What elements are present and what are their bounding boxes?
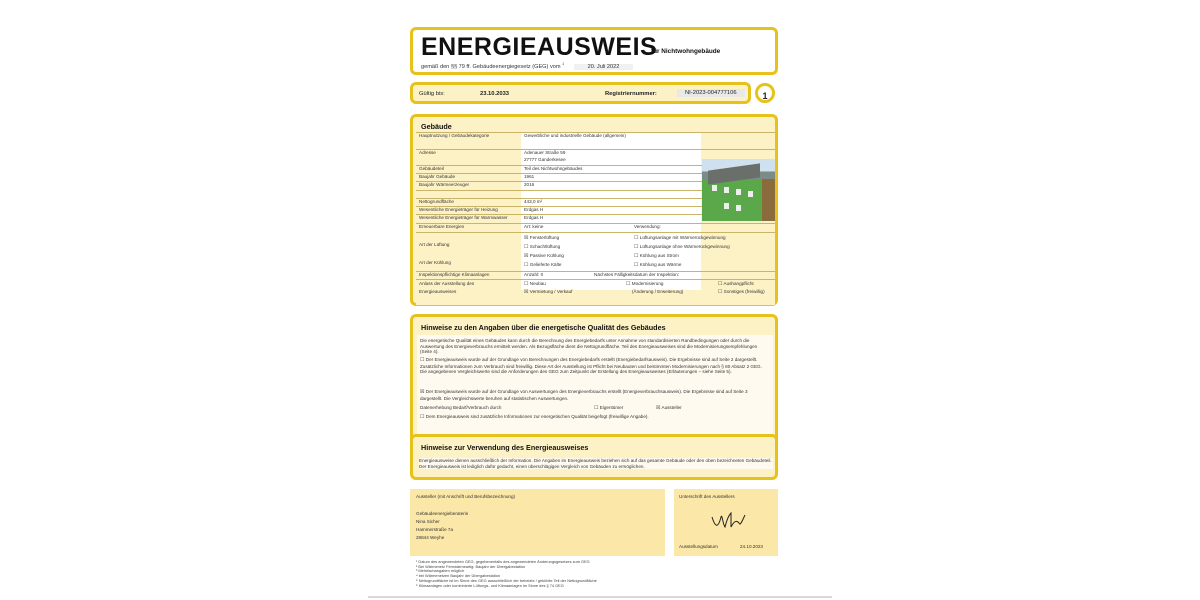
footnote: ³ Mehrfachangaben möglich	[416, 568, 465, 574]
row-value: 2016	[524, 182, 535, 187]
row-label: Inspektionspflichtige Klimaanlagen	[419, 272, 490, 277]
footnote: ² Bei Wärmenetz Fernwärmeartig: Baujahr der Übergabestation	[416, 563, 526, 569]
usage-heading: Hinweise zur Verwendung des Energieausweises	[421, 443, 589, 452]
law-date: 20. Juli 2022	[574, 64, 634, 70]
issuer-label: Aussteller (mit Anschrift und Berufsbezeichnung)	[416, 494, 516, 499]
signature-label: Unterschrift des Ausstellers	[679, 494, 735, 499]
footnote-text: Nettogrundfläche ist im Sinne des GEG ausschließlich der beheizte / gekühlte Teil der Nettogrundfläche	[418, 577, 597, 583]
row-value: Anzahl: 0	[524, 272, 544, 277]
issuer-line: Hammerstraße 7a	[416, 527, 454, 532]
handwritten-signature	[709, 509, 749, 531]
row-label: Energieausweises	[419, 289, 457, 294]
registration-number: NI-2023-004777106	[677, 89, 745, 97]
footnote: ⁴ bei Wärmenetzen Baujahr der Übergabestation	[416, 573, 501, 579]
option-text: Eigentümer	[599, 405, 624, 410]
building-heading: Gebäude	[421, 122, 452, 131]
validity-bar	[410, 82, 751, 104]
validity-date: 23.10.2033	[480, 91, 510, 97]
notes-paragraph-4-text: Dem Energieausweis sind zusätzliche Informationen zur energetischen Qualität beigefügt (freiwillige Angabe).	[425, 414, 649, 419]
row-value: ☒ Passive Kühlung	[524, 253, 564, 259]
occasion-option: ☐ Modernisierung	[626, 281, 664, 287]
law-line	[421, 62, 633, 70]
issue-date-label: Ausstellungsdatum	[679, 544, 718, 549]
notes-paragraph-3-text: Der Energieausweis wurde auf der Grundlage von Auswertungen des Energieverbrauchs erstellt (Energieverbrauchsausweis). Die Ergebnisse sind auf Seite 3 dargestellt. Die Vergleichswerte beruhen auf statistischen Auswertungen.	[420, 389, 748, 401]
row-label: Art der Kühlung	[419, 260, 451, 265]
row-value: Gewerbliche und industrielle Gebäude (allgemein)	[524, 133, 626, 138]
footnote: ⁶ Klimaanlagen oder kombinierte Lüftungs- und Klimaanlagen im Sinne des § 74 GEG	[416, 582, 564, 588]
issuer-box	[410, 489, 665, 556]
occasion-option: ☐ Aushangpflicht	[718, 281, 754, 287]
row-value: Art: keine	[524, 224, 544, 229]
notes-paragraph-2-text: Der Energieausweis wurde auf der Grundlage von Berechnungen des Energiebedarfs erstellt (Energiebedarfsausweis). Die Ergebnisse sind auf Seite 2 dargestellt. Zusätzliche Informationen zum Verbrauch sind freiwillig. Diese Art der Ausstellung ist Pflicht bei Neubauten und bestimmten Modernisierungen nach § 80 Absatz 2 GEG. Die angegebenen Vergleichswerte sind die Anforderungen des GEG zum Zeitpunkt der Erstellung des Energieausweises (Erläuterungen – siehe Seite 5).	[420, 357, 762, 375]
footnote-text: bei Wärmenetzen Baujahr der Übergabestation	[418, 573, 501, 579]
row-label: Hauptnutzung / Gebäudekategorie	[419, 133, 490, 138]
notes-paragraph-2: ☐ Der Energieausweis wurde auf der Grundlage von Berechnungen des Energiebedarfs erstellt (Energiebedarfsausweis). Die Ergebnisse sind auf Seite 2 dargestellt. Zusätzliche Informationen zum Verbrauch sind freiwillig. Diese Art der Ausstellung ist Pflicht bei Neubauten und bestimmten Modernisierungen nach § 80 Absatz 2 GEG. Die angegebenen Vergleichswerte sind die Anforderungen des GEG zum Zeitpunkt der Erstellung des Energieausweises (Erläuterungen – siehe Seite 5).	[420, 357, 762, 375]
col3-option: ☐ Lüftungsanlage mit Wärmerückgewinnung	[634, 235, 726, 241]
usage-text: Energieausweise dienen ausschließlich der Information. Die Angaben im Energieausweis beziehen sich auf das gesamte Gebäude oder den oben bezeichneten Gebäudeteil. Der Energieausweis ist lediglich dafür gedacht, einen überschlägigen Vergleich von Gebäuden zu ermöglichen.	[419, 458, 772, 469]
row-value: 1961	[524, 174, 535, 179]
building-section	[410, 114, 778, 306]
option-text: Schachtlüftung	[529, 244, 561, 249]
row-value: ☐ Schachtlüftung	[524, 244, 561, 250]
row-value: ☒ Vermietung / Verkauf	[524, 289, 573, 295]
option-text: Sonstiges (freiwillig)	[723, 289, 765, 294]
next-inspection-label: Nächstes Fälligkeitsdatum der Inspektion:	[594, 272, 680, 277]
document-title: ENERGIEAUSWEIS	[421, 33, 658, 61]
option-text: Gelieferte Kälte	[529, 262, 562, 267]
footnote-text: Mehrfachangaben möglich	[418, 568, 465, 574]
issuer-line: 28844 Weyhe	[416, 535, 445, 540]
footnotes	[416, 560, 776, 588]
page-number-badge	[755, 83, 775, 103]
row-label: Anlass der Ausstellung des	[419, 281, 475, 286]
notes-paragraph-4: ☐ Dem Energieausweis sind zusätzliche Informationen zur energetischen Qualität beigefügt (freiwillige Angabe).	[420, 414, 649, 420]
notes-heading: Hinweise zu den Angaben über die energetische Qualität des Gebäudes	[421, 323, 666, 332]
law-text: gemäß den §§ 79 ff. Gebäudeenergiegesetz (GEG) vom	[421, 63, 561, 70]
owner-option: ☐ Eigentümer	[594, 405, 624, 411]
option-text: Kühlung aus Strom	[639, 253, 679, 258]
row-value: ☐ Gelieferte Kälte	[524, 262, 562, 268]
issuer-option: ☒ Aussteller	[656, 405, 682, 411]
row-value: ☒ Fensterlüftung	[524, 235, 560, 241]
issuer-line: Gebäudeenergieberaterin	[416, 511, 469, 516]
option-text: Neubau	[529, 281, 546, 286]
col3-option: ☐ Lüftungsanlage ohne Wärmerückgewinnung	[634, 244, 730, 250]
footnote-text: Datum des angewendeten GEG, gegebenenfalls des angewendeten Änderungsgesetzes zum GEG	[418, 559, 590, 564]
law-footnote: 1	[562, 62, 565, 66]
row-label: Nettogrundfläche	[419, 199, 454, 204]
option-text: Aushangpflicht	[723, 281, 754, 286]
building-photo	[702, 159, 775, 221]
row-label: Gebäudeteil	[419, 166, 444, 171]
use-label: Verwendung:	[634, 224, 661, 229]
page-bottom-rule	[368, 596, 832, 598]
issue-date: 24.10.2023	[740, 544, 763, 549]
notes-paragraph-3: ☒ Der Energieausweis wurde auf der Grundlage von Auswertungen des Energieverbrauchs erstellt (Energieverbrauchsausweis). Die Ergebnisse sind auf Seite 3 dargestellt. Die Vergleichswerte beruhen auf statistischen Auswertungen.	[420, 389, 748, 401]
row-label: Wesentliche Energieträger für Heizung	[419, 207, 498, 212]
option-text: Passive Kühlung	[529, 253, 564, 258]
page-number: 1	[762, 91, 768, 101]
option-text: Fensterlüftung	[529, 235, 560, 240]
notes-paragraph-1: Die energetische Qualität eines Gebäudes kann durch die Berechnung des Energiebedarfs unter Annahme von standardisierten Randbedingungen oder durch die Auswertung des Energieverbrauchs ermittelt werden. Als Bezugsfläche dient die Nettogrundfläche. Teil des Energieausweises sind die Modernisierungsempfehlungen (Seite 4).	[420, 338, 758, 355]
option-text: Vermietung / Verkauf	[529, 289, 573, 294]
usage-section	[410, 434, 778, 480]
occasion-option-sub: (Änderung / Erweiterung)	[632, 289, 684, 294]
option-text: Kühlung aus Wärme	[639, 262, 682, 267]
footnote: ⁵ Nettogrundfläche ist im Sinne des GEG ausschließlich der beheizte / gekühlte Teil der Nettogrundfläche	[416, 577, 597, 583]
document-subtitle: für Nichtwohngebäude	[651, 48, 721, 55]
row-label: Baujahr Gebäude	[419, 174, 456, 179]
signature-box	[674, 489, 778, 556]
building-table	[416, 132, 775, 305]
data-collection-row	[420, 405, 770, 411]
row-label: Adresse	[419, 150, 436, 155]
row-value: Adenauer Straße 59	[524, 150, 566, 155]
row-value: 443,0 m²	[524, 199, 543, 204]
row-label: Wesentliche Energieträger für Warmwasser	[419, 215, 508, 220]
col3-option: ☐ Kühlung aus Strom	[634, 253, 679, 259]
certificate-page	[398, 22, 790, 596]
data-collection-label: Datenerhebung Bedarf/Verbrauch durch	[420, 405, 502, 410]
issuer-line: Nina Sicher	[416, 519, 440, 524]
row-value: Teil des Nichtwohngebäudes	[524, 166, 583, 171]
footnote-text: Klimaanlagen oder kombinierte Lüftungs- und Klimaanlagen im Sinne des § 74 GEG	[418, 582, 564, 588]
option-text: Lüftungsanlage mit Wärmerückgewinnung	[639, 235, 726, 240]
row-value: Erdgas H	[524, 207, 544, 212]
row-value: Erdgas H	[524, 215, 544, 220]
option-text: Modernisierung	[631, 281, 664, 286]
footnote-text: Bei Wärmenetz Fernwärmeartig: Baujahr der Übergabestation	[418, 563, 526, 569]
col3-option: ☐ Kühlung aus Wärme	[634, 262, 682, 268]
row-label: Baujahr Wärmeerzeuger	[419, 182, 470, 187]
row-label: Art der Lüftung	[419, 242, 450, 247]
notes-body	[417, 335, 773, 445]
row-value: ☐ Neubau	[524, 281, 546, 287]
row-label: Erneuerbare Energien	[419, 224, 465, 229]
option-text: Aussteller	[661, 405, 682, 410]
row-value: 27777 Ganderkesee	[524, 157, 566, 162]
validity-label: Gültig bis:	[419, 91, 445, 97]
title-box	[410, 27, 778, 75]
footnote: ¹ Datum des angewendeten GEG, gegebenenfalls des angewendeten Änderungsgesetzes zum GEG	[416, 559, 590, 564]
occasion-option: ☐ Sonstiges (freiwillig)	[718, 289, 765, 295]
option-text: Lüftungsanlage ohne Wärmerückgewinnung	[639, 244, 730, 249]
registration-label: Registriernummer:	[605, 91, 657, 97]
notes-section	[410, 314, 778, 448]
